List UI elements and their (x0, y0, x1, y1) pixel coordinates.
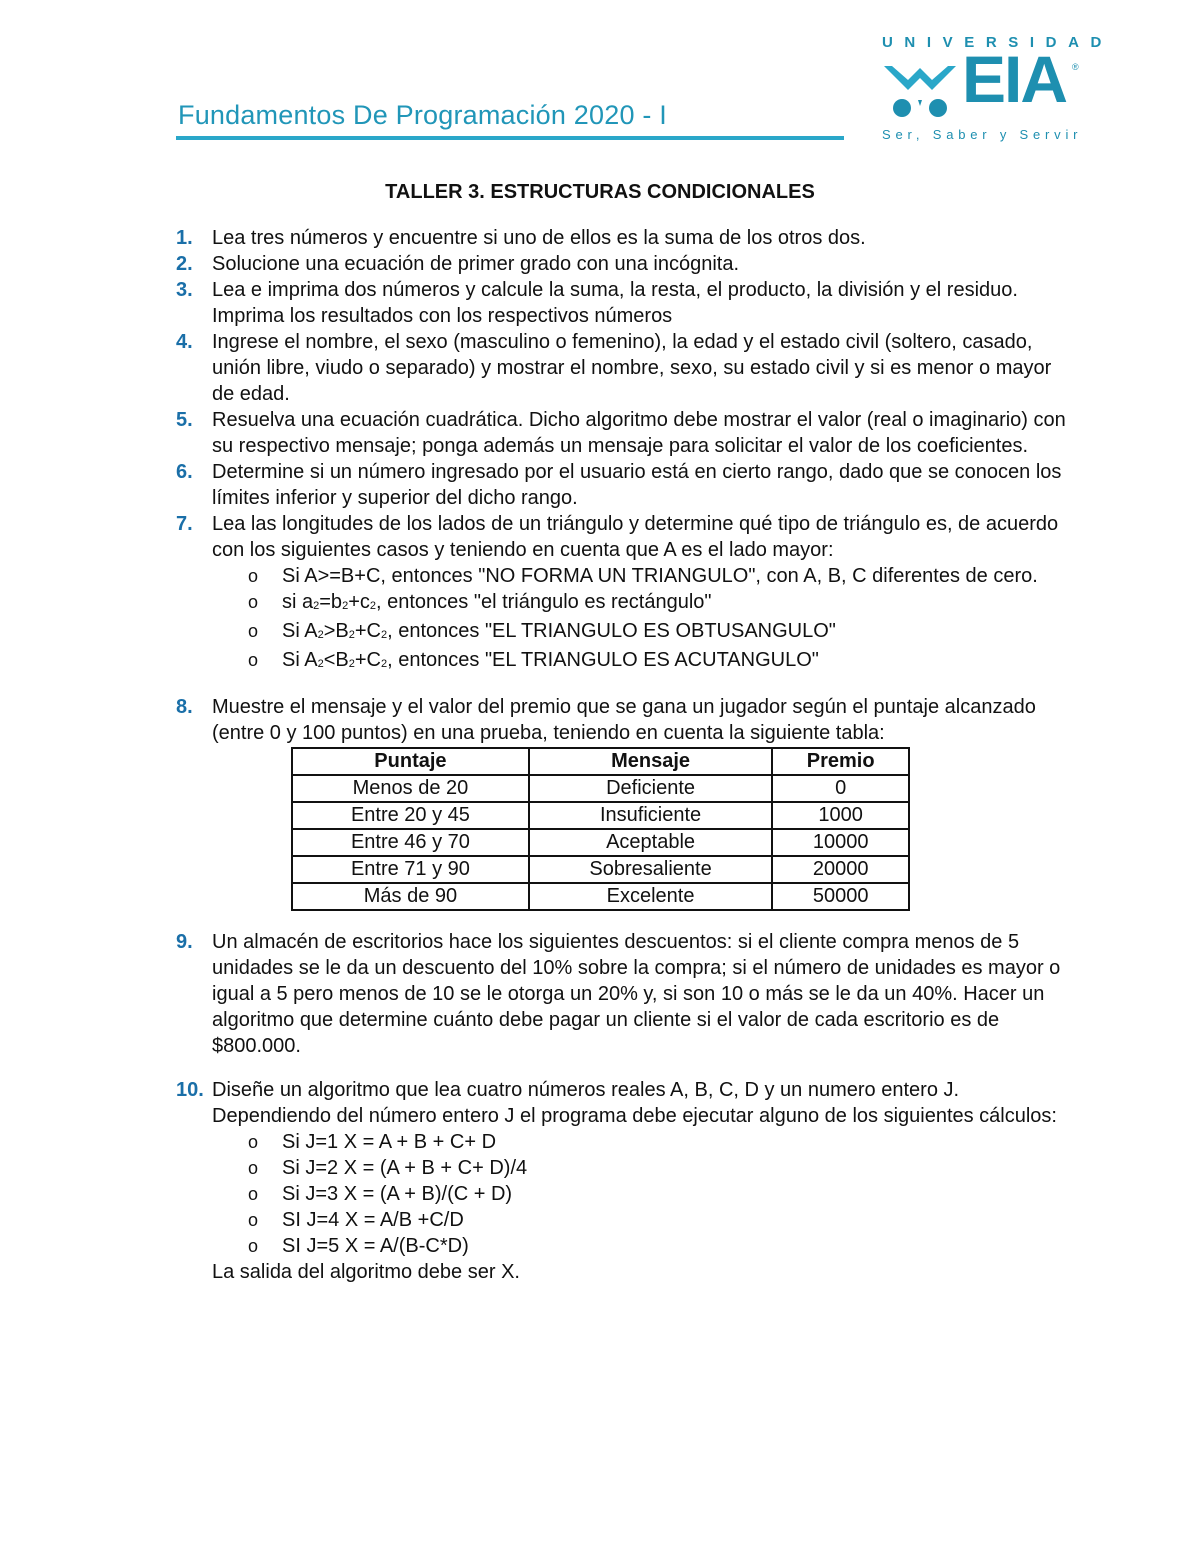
exercise-item (176, 251, 1066, 277)
table-cell: Deficiente (529, 775, 772, 802)
header-rule (176, 136, 844, 140)
case-text: Si $A_2>B_2+C_2$, entonces "EL TRIANGULO ES OBTUSANGULO" (282, 620, 836, 642)
table-cell: Aceptable (529, 829, 772, 856)
table-cell: Excelente (529, 883, 772, 910)
spacer (176, 676, 1066, 694)
exercise-item (176, 225, 1066, 251)
case-item (176, 1233, 1066, 1259)
item-number: 7. (176, 513, 193, 535)
item-text: Un almacén de escritorios hace los siguientes descuentos: si el cliente compra menos de 5 unidades se le da un descuento del 10% sobre la compra; si el número de unidades es mayor o igual a 5 pero menos de 10 se le otorga un 20% y, si son 10 o más se le da un 40%. Hacer un algoritmo que determine cuánto debe pagar un cliente si el valor de cada escritorio es de $800.000. (212, 931, 1061, 1057)
table-row (292, 829, 909, 856)
prize-table (291, 747, 910, 911)
case-item (176, 563, 1066, 589)
case-item (176, 1207, 1066, 1233)
exercise-item (176, 459, 1066, 511)
case-item (176, 1129, 1066, 1155)
university-logo (878, 34, 1113, 149)
logo-motto: Ser, Saber y Servir (882, 127, 1083, 142)
item-text: Ingrese el nombre, el sexo (masculino o femenino), la edad y el estado civil (soltero, casado, unión libre, viudo o separado) y mostrar el nombre, sexo, su estado civil y si es menor o mayor de edad. (212, 331, 1052, 405)
exercise-item (176, 329, 1066, 407)
table-cell: 10000 (772, 829, 909, 856)
case-item (176, 618, 1066, 647)
spacer (176, 1059, 1066, 1077)
spacer (176, 911, 1066, 929)
table-cell: 50000 (772, 883, 909, 910)
case-text: Si J=3 X = (A + B)/(C + D) (282, 1183, 513, 1205)
bullet-icon: o (248, 592, 259, 612)
bullet-icon: o (248, 1210, 259, 1230)
table-header-row (292, 748, 909, 775)
bullet-icon: o (248, 1184, 259, 1204)
table-header-cell: Premio (772, 748, 909, 775)
bullet-icon: o (248, 1236, 259, 1256)
logo-university-text: UNIVERSIDAD (882, 34, 1113, 51)
table-cell: Insuficiente (529, 802, 772, 829)
owl-eyes-icon (878, 60, 962, 126)
item-number: 4. (176, 331, 193, 353)
item-text: Lea las longitudes de los lados de un triángulo y determine qué tipo de triángulo es, de acuerdo con los siguientes casos y teniendo en cuenta que A es el lado mayor: (212, 513, 1059, 561)
item-number: 5. (176, 409, 193, 431)
case-item (176, 647, 1066, 676)
table-cell: Entre 46 y 70 (292, 829, 529, 856)
case-text: Si A>=B+C, entonces "NO FORMA UN TRIANGULO", con A, B, C diferentes de cero. (282, 565, 1038, 587)
exercise-item (176, 277, 1066, 329)
bullet-icon: o (248, 621, 259, 641)
table-row (292, 802, 909, 829)
table-cell: 1000 (772, 802, 909, 829)
table-header-cell: Mensaje (529, 748, 772, 775)
case-text: SI J=5 X = A/(B-C*D) (282, 1235, 469, 1257)
item-number: 9. (176, 931, 193, 953)
case-item (176, 1181, 1066, 1207)
exercise-item (176, 407, 1066, 459)
exercise-item (176, 1077, 1066, 1129)
case-text: si $a_2=b_2+c_2$, entonces "el triángulo es rectángulo" (282, 591, 712, 613)
table-cell: 0 (772, 775, 909, 802)
logo-eia-text: EIA (962, 42, 1067, 116)
exercise-item (176, 511, 1066, 563)
table-row (292, 883, 909, 910)
bullet-icon: o (248, 1158, 259, 1178)
header-course-title: Fundamentos De Programación 2020 - I (178, 100, 667, 130)
table-cell: Más de 90 (292, 883, 529, 910)
case-item (176, 589, 1066, 618)
closing-text: La salida del algoritmo debe ser X. (212, 1261, 520, 1283)
item-text: Solucione una ecuación de primer grado con una incógnita. (212, 253, 740, 275)
exercise-item (176, 929, 1066, 1059)
bullet-icon: o (248, 650, 259, 670)
case-text: Si J=1 X = A + B + C+ D (282, 1131, 497, 1153)
item-number: 6. (176, 461, 193, 483)
table-cell: Sobresaliente (529, 856, 772, 883)
bullet-icon: o (248, 1132, 259, 1152)
document-title: TALLER 3. ESTRUCTURAS CONDICIONALES (385, 181, 815, 203)
item-text: Diseñe un algoritmo que lea cuatro números reales A, B, C, D y un numero entero J. Dependiendo del número entero J el programa debe ejecutar alguno de los siguientes cálculos: (212, 1079, 1057, 1127)
item-number: 2. (176, 253, 193, 275)
item-number: 3. (176, 279, 193, 301)
case-text: Si J=2 X = (A + B + C+ D)/4 (282, 1157, 528, 1179)
item-text: Resuelva una ecuación cuadrática. Dicho algoritmo debe mostrar el valor (real o imaginario) con su respectivo mensaje; ponga además un mensaje para solicitar el valor de los coeficientes. (212, 409, 1066, 457)
exercise-item (176, 694, 1066, 746)
logo-registered-mark: ® (1072, 62, 1079, 72)
table-cell: Menos de 20 (292, 775, 529, 802)
table-cell: Entre 20 y 45 (292, 802, 529, 829)
item-text: Lea tres números y encuentre si uno de ellos es la suma de los otros dos. (212, 227, 866, 249)
table-header-cell: Puntaje (292, 748, 529, 775)
item-number: 10. (176, 1079, 204, 1101)
exercise-list (176, 225, 1066, 1285)
table-cell: 20000 (772, 856, 909, 883)
case-text: SI J=4 X = A/B +C/D (282, 1209, 464, 1231)
item-text: Lea e imprima dos números y calcule la suma, la resta, el producto, la división y el residuo. Imprima los resultados con los respectivos números (212, 279, 1018, 327)
item-number: 8. (176, 696, 193, 718)
item-text: Muestre el mensaje y el valor del premio que se gana un jugador según el puntaje alcanzado (entre 0 y 100 puntos) en una prueba, teniendo en cuenta la siguiente tabla: (212, 696, 1036, 744)
case-item (176, 1155, 1066, 1181)
item-number: 1. (176, 227, 193, 249)
table-row (292, 856, 909, 883)
table-row (292, 775, 909, 802)
table-cell: Entre 71 y 90 (292, 856, 529, 883)
bullet-icon: o (248, 566, 259, 586)
case-text: Si $A_2<B_2+C_2$, entonces "EL TRIANGULO ES ACUTANGULO" (282, 649, 819, 671)
item-text: Determine si un número ingresado por el usuario está en cierto rango, dado que se conocen los límites inferior y superior del dicho rango. (212, 461, 1062, 509)
